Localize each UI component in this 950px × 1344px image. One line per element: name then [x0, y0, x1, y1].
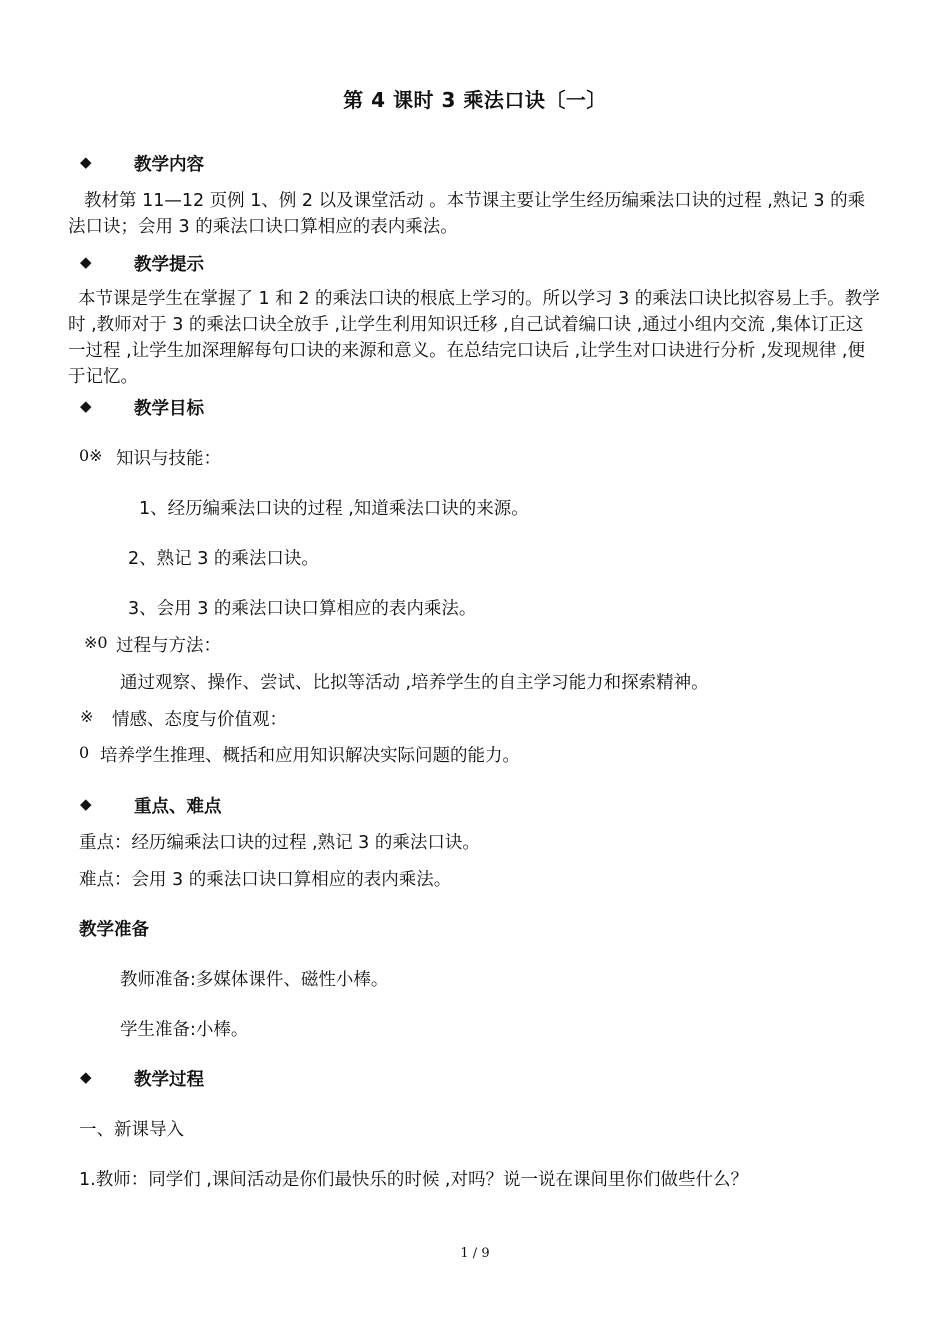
section-heading-goals: 教学目标 [134, 399, 204, 419]
knowledge-item-3: 3、会用 3 的乘法口诀口算相应的表内乘法。 [128, 599, 477, 619]
diamond-bullet-icon: ◆ [80, 397, 92, 415]
process-text: 通过观察、操作、尝试、比拟等活动 ,培养学生的自主学习能力和探索精神。 [120, 673, 709, 693]
emotion-marker: ※ [80, 707, 94, 726]
emotion-label: 情感、态度与价值观： [112, 710, 287, 730]
section-heading-preparation: 教学准备 [79, 920, 149, 940]
content-paragraph: 教材第 11—12 页例 1、例 2 以及课堂活动 。本节课主要让学生经历编乘法口诀的过程 ,熟记 3 的乘法口诀；会用 3 的乘法口诀口算相应的表内乘法。 [68, 191, 866, 237]
emotion-marker-2: 0 [79, 743, 90, 762]
student-preparation: 学生准备:小棒。 [120, 1020, 249, 1040]
key-point-text: 重点：经历编乘法口诀的过程 ,熟记 3 的乘法口诀。 [79, 833, 480, 853]
teacher-preparation: 教师准备:多媒体课件、磁性小棒。 [120, 970, 389, 990]
knowledge-item-1: 1、经历编乘法口诀的过程 ,知道乘法口诀的来源。 [139, 499, 529, 519]
emotion-text: 培养学生推理、概括和应用知识解决实际问题的能力。 [100, 746, 520, 766]
page-number: 1 / 9 [460, 1246, 490, 1261]
process-marker: ※0 [84, 633, 108, 652]
hint-paragraph: 本节课是学生在掌握了 1 和 2 的乘法口诀的根底上学习的。所以学习 3 的乘法口诀比拟容易上手。教学时 ,教师对于 3 的乘法口诀全放手 ,让学生利用知识迁移 ,自己试着编口诀 ,通过小组内交流 ,集体订正这一过程 ,让学生加深理解每句口诀的来源和意义。在总结完口诀后 ,让学生对口诀进行分析 ,发现规律 ,便于记忆。 [68, 289, 880, 387]
section-heading-process: 教学过程 [134, 1070, 204, 1090]
process-label: 过程与方法： [116, 636, 221, 656]
section-heading-hint: 教学提示 [134, 255, 204, 275]
knowledge-label: 知识与技能： [116, 449, 221, 469]
process-part-1: 一、新课导入 [79, 1120, 184, 1140]
process-item-1: 1.教师：同学们 ,课间活动是你们最快乐的时候 ,对吗？说一说在课间里你们做些什么？ [79, 1170, 748, 1190]
knowledge-marker: 0※ [79, 446, 103, 465]
difficult-point-text: 难点：会用 3 的乘法口诀口算相应的表内乘法。 [79, 870, 452, 890]
diamond-bullet-icon: ◆ [80, 795, 92, 813]
page-title: 第 4 课时 3 乘法口诀〔一〕 [343, 88, 607, 112]
section-heading-key-points: 重点、难点 [134, 797, 222, 817]
section-heading-content: 教学内容 [134, 155, 204, 175]
diamond-bullet-icon: ◆ [80, 153, 92, 171]
diamond-bullet-icon: ◆ [80, 253, 92, 271]
knowledge-item-2: 2、熟记 3 的乘法口诀。 [128, 549, 319, 569]
diamond-bullet-icon: ◆ [80, 1068, 92, 1086]
